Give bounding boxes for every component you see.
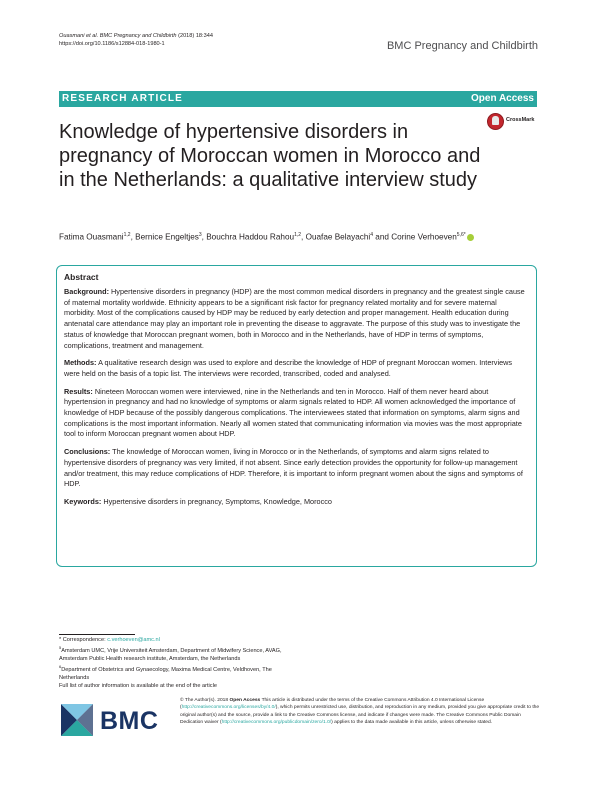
abstract-background: Background: Hypertensive disorders in pregnancy (HDP) are the most common medical disorders in pregnancy and the greatest single cause of maternal mortality worldwide. Ethnicity appears to be a significant risk factor for pregnancy related mortality and for severe maternal morbidity. Most of the complications caused by HDP may be reduced by early detection and proper management. Health education during antenatal care attendance may play an important role in preventing the disease to aggravate. The purpose of this study was to investigate the status of knowledge that Moroccan pregnant women, both in Morocco and in the Netherlands, have of HDP in terms of symptoms, complications, treatment and management. — [64, 287, 525, 350]
author-name: Bouchra Haddou Rahou — [206, 232, 295, 242]
email-link[interactable]: c.verhoeven@amc.nl — [107, 637, 160, 643]
affiliation: Department of Obstetrics and Gynaecology, Maxima Medical Centre, Veldhoven, The Netherlands — [59, 666, 272, 681]
affiliation: Amsterdam UMC, Vrije Universiteit Amsterdam, Department of Midwifery Science, AVAG, Amsterdam Public Health research institute, Amsterdam, the Netherlands — [59, 647, 282, 662]
doi-link[interactable]: https://doi.org/10.1186/s12884-018-1980-1 — [59, 41, 165, 47]
footnotes: * Correspondence: c.verhoeven@amc.nl $^5$Amsterdam UMC, Vrije Universiteit Amsterdam, Department of Midwifery Science, AVAG, Amsterdam Public Health research institute, Amsterdam, the Netherlands $^6$Department of Obstetrics and Gynaecology, Maxima Medical Centre, Veldhoven, The Netherlands Full list of author information is available at the end of the article — [59, 636, 299, 690]
crossmark-label: CrossMark — [506, 117, 535, 123]
public-domain-link[interactable]: http://creativecommons.org/publicdomain/zero/1.0/ — [221, 719, 332, 725]
abstract-methods: Methods: A qualitative research design was used to explore and describe the knowledge of HDP of pregnant Moroccan women. Interviews were held on the basis of a topic list. The interviews were recorded, transcribed, coded and analysed. — [64, 358, 513, 378]
abstract-conclusions: Conclusions: The knowledge of Moroccan women, living in Morocco or in the Netherlands, of symptoms and alarm signs related to hypertensive disorders of pregnancy was very limited, if not absent. Since early detection provides the opportunity for follow-up management and/or treatment, this may reduce complications of HDP. Therefore, it is important to inform pregnant women about the signs and symptoms of HDP. — [64, 447, 523, 489]
author-list: Fatima Ouasmani$^{1,2}$, Bernice Engeltjes$^3$, Bouchra Haddou Rahou$^{1,2}$, Ouafae Belayachi$^4$ and Corine Verhoeven$^{5,6*}$ — [59, 232, 539, 242]
abstract-heading: Abstract — [64, 272, 99, 282]
license-link[interactable]: http://creativecommons.org/licenses/by/4.0/ — [181, 705, 276, 711]
abstract-box — [56, 265, 537, 567]
article-type: RESEARCH ARTICLE — [62, 93, 184, 104]
crossmark-badge[interactable] — [487, 113, 547, 131]
citation-year: (2018) 18:344 — [178, 33, 213, 39]
crossmark-icon — [487, 113, 504, 130]
footnote-divider — [59, 634, 135, 635]
article-title: Knowledge of hypertensive disorders in pregnancy of Moroccan women in Morocco and in the Netherlands: a qualitative interview study — [59, 121, 481, 191]
open-access-label: Open Access — [471, 93, 534, 104]
bmc-logo — [59, 704, 169, 738]
article-type-banner — [59, 91, 537, 107]
citation: Ouasmani et al. BMC Pregnancy and Childbirth — [59, 33, 177, 39]
license-text: © The Author(s). 2018 Open Access This article is distributed under the terms of the Creative Commons Attribution 4.0 International License (http://creativecommons.org/licenses/by/4.0/), which permits unrestricted use, distribution, and reproduction in any medium, provided you give appropriate credit to the original author(s) and the source, provide a link to the Creative Commons license, and indicate if changes were made. The Creative Commons Public Domain Dedication waiver (http://creativecommons.org/publicdomain/zero/1.0/) applies to the data made available in this article, unless otherwise stated. — [180, 698, 540, 725]
bmc-logo-text: BMC — [100, 707, 159, 735]
abstract-keywords: Keywords: Hypertensive disorders in pregnancy, Symptoms, Knowledge, Morocco — [64, 496, 332, 506]
abstract-results: Results: Nineteen Moroccan women were interviewed, nine in the Netherlands and ten in Morocco. Half of them never heard about hypertension in pregnancy and had no knowledge of symptoms or alarm signals related to HDP. All women acknowledged the importance of knowledge of HDP because of the possibly dangerous complications. The interviewees stated that information on symptoms, alarm signs and complications is the most important information. Nearly all women stated that communicating information via movies was the most appropriate tool to inform Moroccan pregnant women about HDP. — [64, 386, 522, 439]
author-name: Ouafae Belayachi — [305, 232, 371, 242]
author-name: Fatima Ouasmani — [59, 232, 124, 242]
author-name: Corine Verhoeven — [391, 232, 457, 242]
bmc-logo-icon — [61, 704, 93, 736]
orcid-icon[interactable] — [467, 234, 474, 241]
author-info-note: Full list of author information is available at the end of the article — [59, 682, 217, 689]
journal-name: BMC Pregnancy and Childbirth — [386, 40, 538, 52]
author-name: Bernice Engeltjes — [135, 232, 199, 242]
running-header — [59, 32, 213, 48]
